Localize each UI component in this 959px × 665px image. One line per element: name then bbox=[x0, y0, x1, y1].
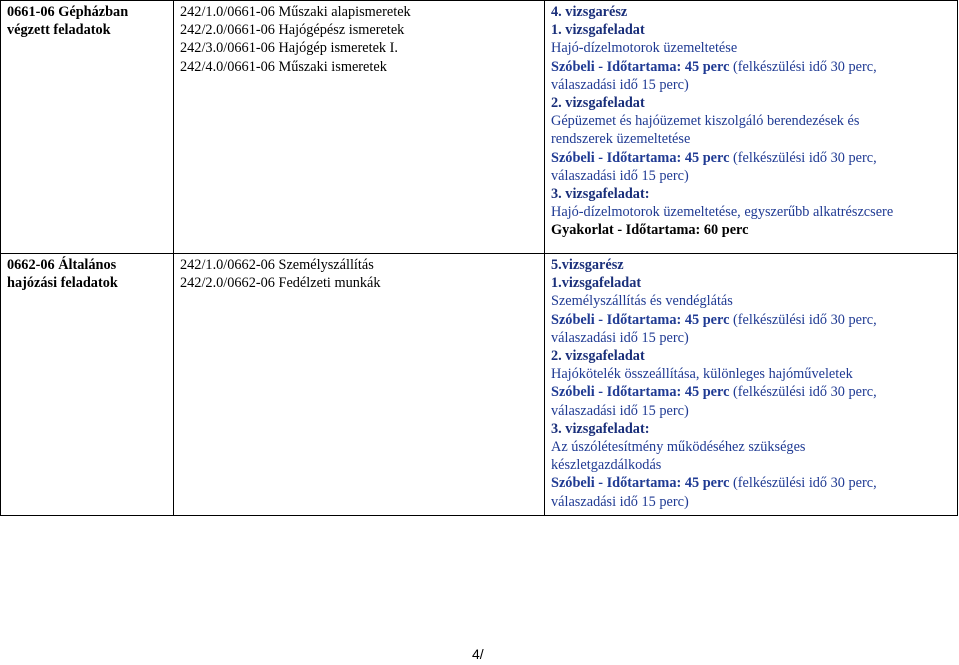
duration-detail: (felkészülési idő 30 perc, bbox=[729, 384, 877, 401]
task-title-line: Gépüzemet és hajóüzemet kiszolgáló berendezések és bbox=[551, 113, 860, 130]
duration-continuation: válaszadási idő 15 perc) bbox=[551, 167, 689, 184]
exam-tasks-cell bbox=[545, 254, 958, 516]
task-title-line: rendszerek üzemeltetése bbox=[551, 131, 691, 148]
duration-bold: Szóbeli - Időtartama: 45 perc bbox=[551, 384, 730, 401]
task-title-line: Az úszólétesítmény működéséhez szükséges bbox=[551, 439, 806, 456]
task-duration bbox=[551, 383, 951, 401]
task-heading: 3. vizsgafeladat: bbox=[551, 186, 650, 203]
module-cell bbox=[1, 254, 174, 516]
module-cell bbox=[1, 1, 174, 254]
duration-detail: (felkészülési idő 30 perc, bbox=[729, 475, 877, 492]
module-title: 0661-06 Gépházban végzett feladatok bbox=[7, 4, 129, 39]
task-duration bbox=[551, 149, 951, 167]
task-duration bbox=[551, 58, 951, 76]
duration-bold: Szóbeli - Időtartama: 45 perc bbox=[551, 311, 730, 328]
exam-tasks-cell bbox=[545, 1, 958, 254]
exam-part-heading: 4. vizsgarész bbox=[551, 4, 628, 20]
teaching-unit: 242/2.0/0662-06 Fedélzeti munkák bbox=[180, 275, 381, 292]
task-heading: 1. vizsgafeladat bbox=[551, 22, 645, 39]
page-number: 4/ bbox=[472, 646, 484, 662]
task-heading: 3. vizsgafeladat: bbox=[551, 420, 650, 437]
task-title: Hajókötelék összeállítása, különleges hajóműveletek bbox=[551, 366, 853, 383]
duration-continuation: válaszadási idő 15 perc) bbox=[551, 76, 689, 93]
task-heading: 2. vizsgafeladat bbox=[551, 348, 645, 365]
practice-duration: Gyakorlat - Időtartama: 60 perc bbox=[551, 222, 749, 239]
task-heading: 2. vizsgafeladat bbox=[551, 95, 645, 112]
table-row bbox=[1, 254, 958, 516]
teaching-unit: 242/1.0/0661-06 Műszaki alapismeretek bbox=[180, 4, 411, 20]
task-title: Személyszállítás és vendéglátás bbox=[551, 293, 733, 310]
task-title: Hajó-dízelmotorok üzemeltetése, egyszerűbb alkatrészcsere bbox=[551, 204, 894, 221]
teaching-units-cell bbox=[174, 1, 545, 254]
duration-detail: (felkészülési idő 30 perc, bbox=[729, 311, 877, 328]
duration-continuation: válaszadási idő 15 perc) bbox=[551, 329, 689, 346]
duration-bold: Szóbeli - Időtartama: 45 perc bbox=[551, 149, 730, 166]
task-title-line: készletgazdálkodás bbox=[551, 457, 662, 474]
duration-detail: (felkészülési idő 30 perc, bbox=[729, 149, 877, 166]
teaching-units-cell bbox=[174, 254, 545, 516]
task-duration bbox=[551, 311, 951, 329]
task-heading: 1.vizsgafeladat bbox=[551, 275, 642, 292]
duration-bold: Szóbeli - Időtartama: 45 perc bbox=[551, 475, 730, 492]
duration-bold: Szóbeli - Időtartama: 45 perc bbox=[551, 58, 730, 75]
teaching-unit: 242/2.0/0661-06 Hajógépész ismeretek bbox=[180, 22, 405, 39]
teaching-unit: 242/4.0/0661-06 Műszaki ismeretek bbox=[180, 58, 387, 75]
task-duration bbox=[551, 474, 951, 492]
table-row bbox=[1, 1, 958, 254]
teaching-unit: 242/3.0/0661-06 Hajógép ismeretek I. bbox=[180, 40, 398, 57]
module-title: 0662-06 Általános hajózási feladatok bbox=[7, 257, 118, 292]
task-title: Hajó-dízelmotorok üzemeltetése bbox=[551, 40, 738, 57]
teaching-unit: 242/1.0/0662-06 Személyszállítás bbox=[180, 257, 374, 273]
duration-continuation: válaszadási idő 15 perc) bbox=[551, 402, 689, 419]
duration-detail: (felkészülési idő 30 perc, bbox=[729, 58, 877, 75]
duration-continuation: válaszadási idő 15 perc) bbox=[551, 493, 689, 510]
exam-part-heading: 5.vizsgarész bbox=[551, 257, 624, 273]
